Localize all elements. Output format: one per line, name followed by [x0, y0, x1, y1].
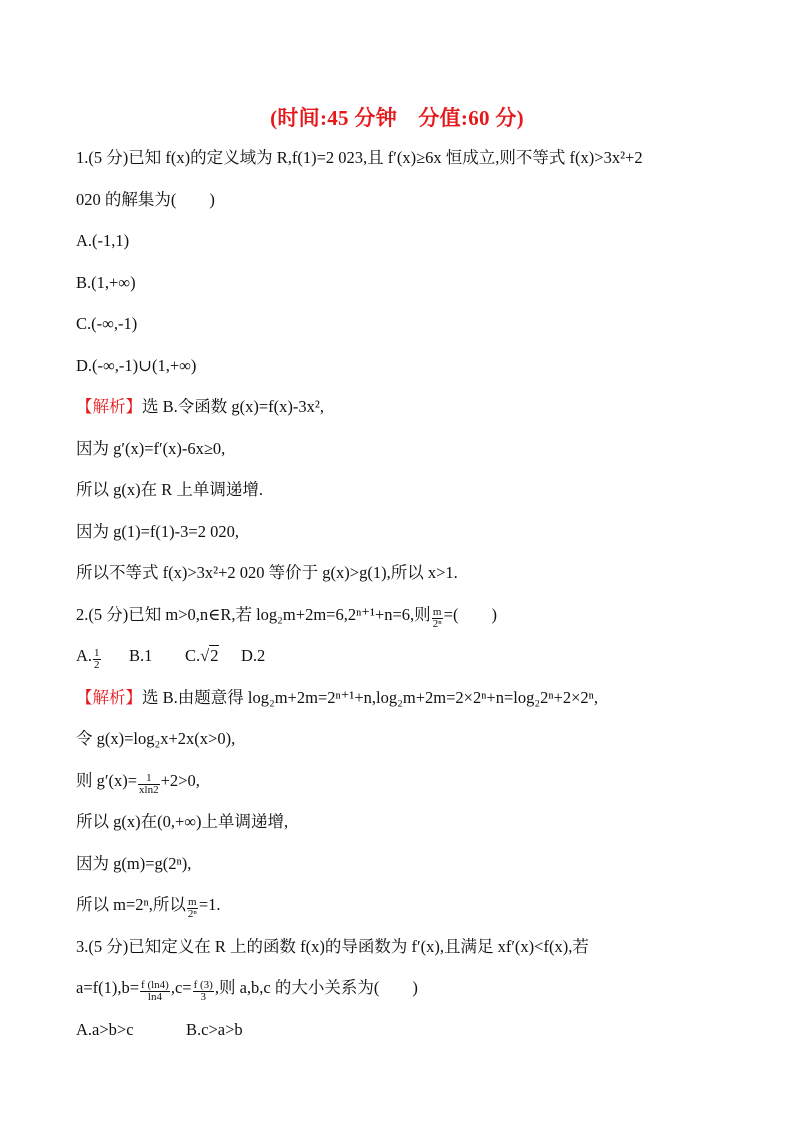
fraction-numerator: m — [188, 896, 197, 908]
fraction-denominator: ln4 — [147, 991, 162, 1003]
q3-stem-line-1: 3.(5 分)已知定义在 R 上的函数 f(x)的导函数为 f′(x),且满足 xf′(x)<f(x),若 — [76, 937, 589, 956]
q2-stem-tail: =( ) — [443, 605, 497, 624]
fraction-numerator: m — [432, 606, 442, 618]
q1-option-d: D.(-∞,-1)∪(1,+∞) — [76, 356, 197, 375]
sqrt-symbol — [200, 644, 219, 668]
q2-stem-fraction — [432, 607, 443, 630]
fraction-denominator: 2ⁿ — [432, 618, 442, 630]
q1-analysis-line-2: 因为 g′(x)=f′(x)-6x≥0, — [76, 439, 226, 458]
q2-analysis-line-1 — [76, 686, 598, 710]
fraction-denominator: 2 — [94, 659, 100, 671]
q2-analysis-line-5: 因为 g(m)=g(2ⁿ), — [76, 854, 192, 873]
q2-stem-text: 2.(5 分)已知 m>0,n∈R,若 log₂m+2m=6,2ⁿ⁺¹+n=6,则 — [76, 605, 431, 624]
q1-analysis-line-1 — [76, 395, 324, 419]
fraction-numerator: 1 — [94, 647, 100, 659]
q2-analysis-text-6: 所以 m=2ⁿ,所以 — [76, 895, 186, 914]
q3-c-fraction — [193, 980, 214, 1003]
q3-option-a: A.a>b>c — [76, 1020, 134, 1039]
q2-analysis-text-1: 选 B.由题意得 log₂m+2m=2ⁿ⁺¹+n,log₂m+2m=2×2ⁿ+n=log₂2ⁿ+2×2ⁿ, — [142, 688, 598, 707]
q1-analysis-text-1: 选 B.令函数 g(x)=f(x)-3x², — [142, 397, 324, 416]
fraction-numerator: f (3) — [193, 979, 213, 991]
q2-analysis-tail-6: =1. — [198, 895, 221, 914]
fraction-numerator: f (ln4) — [141, 979, 169, 991]
q1-analysis-line-4: 因为 g(1)=f(1)-3=2 020, — [76, 522, 239, 541]
option-letter: A. — [76, 646, 93, 665]
q1-stem-line-1: 1.(5 分)已知 f(x)的定义域为 R,f(1)=2 023,且 f′(x)≥6x 恒成立,则不等式 f(x)>3x²+2 — [76, 148, 643, 167]
q2-analysis-text-3: 则 g′(x)= — [76, 771, 138, 790]
q3-option-b: B.c>a>b — [186, 1020, 243, 1039]
q1-analysis-line-3: 所以 g(x)在 R 上单调递增. — [76, 480, 263, 499]
q2-analysis-line-4: 所以 g(x)在(0,+∞)上单调递增, — [76, 812, 289, 831]
q2-option-a — [76, 644, 129, 671]
q2-analysis-fraction — [187, 897, 198, 920]
q2-option-d: D.2 — [241, 646, 266, 665]
q2-analysis-tail-3: +2>0, — [160, 771, 200, 790]
q3-stem-line-2 — [76, 976, 418, 1003]
analysis-tag: 【解析】 — [76, 688, 142, 707]
q3-stem-text: a=f(1),b= — [76, 978, 140, 997]
q2-options-line — [76, 644, 265, 671]
q1-stem-line-2: 020 的解集为( ) — [76, 190, 215, 209]
radical-sign: √ — [200, 646, 210, 665]
fraction-denominator: 2ⁿ — [187, 908, 197, 920]
q2-analysis-line-2: 令 g(x)=log₂x+2x(x>0), — [76, 729, 236, 748]
q3-b-fraction — [140, 980, 170, 1003]
q1-option-c: C.(-∞,-1) — [76, 314, 138, 333]
q1-analysis-line-5: 所以不等式 f(x)>3x²+2 020 等价于 g(x)>g(1),所以 x>1. — [76, 563, 458, 582]
analysis-tag: 【解析】 — [76, 397, 142, 416]
q3-stem-mid: ,c= — [170, 978, 192, 997]
option-letter: C. — [185, 646, 201, 665]
q2-analysis-line-3 — [76, 769, 200, 796]
q3-options-line — [76, 1018, 243, 1042]
radicand: 2 — [210, 646, 219, 665]
q1-option-a: A.(-1,1) — [76, 231, 130, 250]
q2-analysis-fraction — [138, 773, 160, 796]
q3-stem-tail: ,则 a,b,c 的大小关系为( ) — [214, 978, 418, 997]
q2-analysis-line-6 — [76, 893, 221, 920]
fraction-denominator: 3 — [200, 991, 206, 1003]
q2-option-c — [185, 644, 241, 668]
q2-stem-line — [76, 603, 497, 630]
q2-option-a-fraction — [93, 648, 101, 671]
fraction-denominator: xln2 — [139, 784, 159, 796]
q1-option-b: B.(1,+∞) — [76, 273, 136, 292]
page-title: (时间:45 分钟 分值:60 分) — [270, 106, 524, 130]
q2-option-b: B.1 — [129, 646, 153, 665]
fraction-numerator: 1 — [138, 773, 160, 785]
